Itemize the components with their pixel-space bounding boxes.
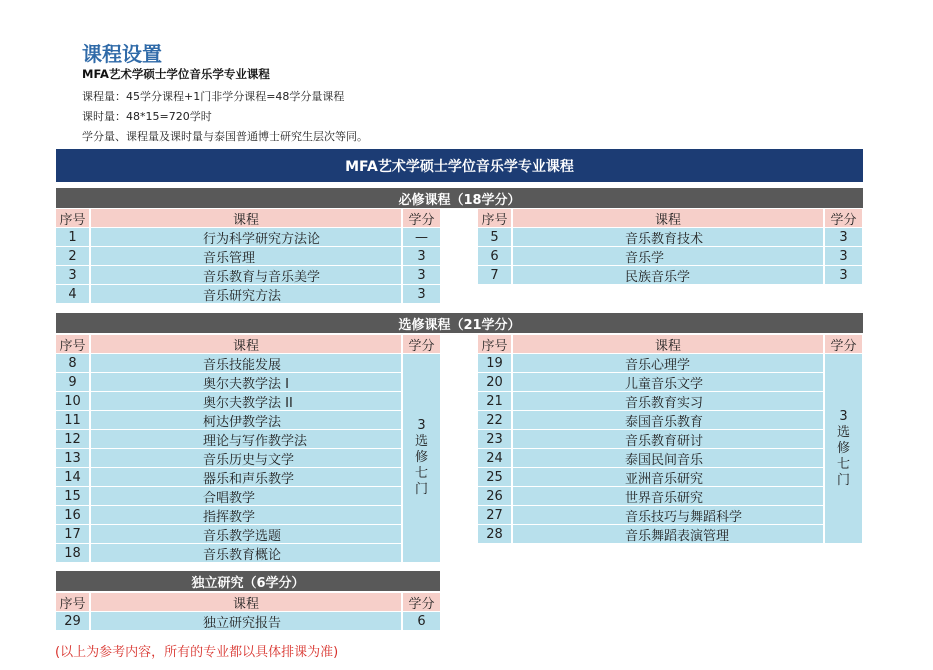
elective-credit-char: 门 — [414, 482, 428, 497]
course-number: 8 — [56, 354, 89, 372]
info-line-equivalence: 学分量、课程量及课时量与泰国普通博士研究生层次等同。 — [82, 130, 368, 143]
course-number: 21 — [478, 392, 511, 410]
course-name: 音乐研究方法 — [91, 285, 401, 303]
course-name: 音乐管理 — [91, 247, 401, 265]
table-row — [478, 247, 862, 266]
course-name: 奥尔夫教学法 II — [91, 392, 401, 410]
course-name: 世界音乐研究 — [513, 487, 823, 505]
course-number: 1 — [56, 228, 89, 246]
table-row — [56, 285, 440, 304]
elective-credit-char: 选 — [414, 434, 428, 449]
elective-section-bar: 选修课程（21学分） — [56, 313, 863, 333]
course-number: 16 — [56, 506, 89, 524]
course-number: 17 — [56, 525, 89, 543]
elective-credit-char: 七 — [414, 466, 428, 481]
course-number: 27 — [478, 506, 511, 524]
course-credit: 3 — [403, 247, 440, 265]
header-credit: 学分 — [825, 335, 862, 353]
course-number: 11 — [56, 411, 89, 429]
course-credit: — — [403, 228, 440, 246]
course-name: 音乐舞蹈表演管理 — [513, 525, 823, 543]
course-number: 12 — [56, 430, 89, 448]
course-name: 亚洲音乐研究 — [513, 468, 823, 486]
table-row — [56, 430, 440, 449]
course-name: 理论与写作教学法 — [91, 430, 401, 448]
course-name: 音乐教育研讨 — [513, 430, 823, 448]
table-header-row — [56, 593, 440, 612]
table-row — [56, 411, 440, 430]
course-name: 音乐学 — [513, 247, 823, 265]
table-row — [56, 354, 440, 373]
course-number: 18 — [56, 544, 89, 562]
header-no: 序号 — [478, 209, 511, 227]
elective-credit-number: 3 — [417, 418, 426, 433]
elective-credit-char: 选 — [836, 424, 850, 440]
table-row — [478, 430, 862, 449]
table-row — [56, 266, 440, 285]
course-credit: 3 — [825, 266, 862, 284]
table-row — [56, 228, 440, 247]
independent-section-bar: 独立研究（6学分） — [56, 571, 440, 591]
table-row — [478, 373, 862, 392]
course-number: 24 — [478, 449, 511, 467]
course-name: 音乐心理学 — [513, 354, 823, 372]
course-name: 柯达伊教学法 — [91, 411, 401, 429]
header-course: 课程 — [91, 209, 401, 227]
header-no: 序号 — [56, 593, 89, 611]
course-name: 器乐和声乐教学 — [91, 468, 401, 486]
table-row — [56, 247, 440, 266]
table-row — [56, 544, 440, 563]
course-number: 2 — [56, 247, 89, 265]
table-row — [478, 228, 862, 247]
table-row — [56, 392, 440, 411]
table-header-row — [56, 209, 440, 228]
header-course: 课程 — [91, 335, 401, 353]
page-title: 课程设置 — [82, 42, 162, 66]
header-credit: 学分 — [403, 593, 440, 611]
elective-credit-char: 七 — [836, 456, 850, 472]
course-name: 音乐教育技术 — [513, 228, 823, 246]
course-number: 13 — [56, 449, 89, 467]
course-name: 行为科学研究方法论 — [91, 228, 401, 246]
course-name: 音乐历史与文学 — [91, 449, 401, 467]
course-name: 独立研究报告 — [91, 612, 401, 630]
course-number: 4 — [56, 285, 89, 303]
header-course: 课程 — [513, 209, 823, 227]
header-no: 序号 — [56, 209, 89, 227]
course-number: 19 — [478, 354, 511, 372]
course-number: 3 — [56, 266, 89, 284]
course-number: 26 — [478, 487, 511, 505]
course-name: 泰国音乐教育 — [513, 411, 823, 429]
course-credit: 6 — [403, 612, 440, 630]
course-number: 5 — [478, 228, 511, 246]
course-number: 7 — [478, 266, 511, 284]
course-number: 14 — [56, 468, 89, 486]
table-row — [478, 506, 862, 525]
course-name: 指挥教学 — [91, 506, 401, 524]
course-name: 音乐技能发展 — [91, 354, 401, 372]
table-row — [478, 487, 862, 506]
course-number: 6 — [478, 247, 511, 265]
program-subtitle: MFA艺术学硕士学位音乐学专业课程 — [82, 67, 270, 81]
header-credit: 学分 — [403, 335, 440, 353]
footnote: (以上为参考内容，所有的专业都以具体排课为准) — [55, 645, 339, 660]
course-number: 15 — [56, 487, 89, 505]
table-row — [56, 449, 440, 468]
course-credit: 3 — [403, 266, 440, 284]
table-row — [478, 266, 862, 285]
program-banner: MFA艺术学硕士学位音乐学专业课程 — [56, 149, 863, 182]
info-line-course-load: 课程量：45学分课程+1门非学分课程=48学分量课程 — [82, 90, 345, 103]
course-name: 音乐教学选题 — [91, 525, 401, 543]
course-number: 10 — [56, 392, 89, 410]
course-name: 合唱教学 — [91, 487, 401, 505]
course-number: 28 — [478, 525, 511, 543]
header-course: 课程 — [513, 335, 823, 353]
table-row — [478, 525, 862, 544]
course-number: 9 — [56, 373, 89, 391]
table-header-row — [478, 335, 862, 354]
info-line-hours: 课时量：48*15=720学时 — [82, 110, 212, 123]
header-no: 序号 — [56, 335, 89, 353]
elective-credit-note — [403, 354, 440, 562]
course-name: 泰国民间音乐 — [513, 449, 823, 467]
required-section-bar: 必修课程（18学分） — [56, 188, 863, 208]
course-number: 25 — [478, 468, 511, 486]
course-credit: 3 — [825, 228, 862, 246]
course-name: 音乐教育与音乐美学 — [91, 266, 401, 284]
table-row — [478, 354, 862, 373]
elective-credit-char: 修 — [836, 440, 850, 456]
course-name: 民族音乐学 — [513, 266, 823, 284]
course-credit: 3 — [403, 285, 440, 303]
header-credit: 学分 — [403, 209, 440, 227]
table-row — [56, 525, 440, 544]
table-row — [478, 449, 862, 468]
table-row — [478, 392, 862, 411]
table-row — [478, 468, 862, 487]
course-number: 29 — [56, 612, 89, 630]
course-name: 音乐教育实习 — [513, 392, 823, 410]
course-number: 20 — [478, 373, 511, 391]
table-row — [56, 487, 440, 506]
table-header-row — [478, 209, 862, 228]
course-name: 音乐教育概论 — [91, 544, 401, 562]
table-header-row — [56, 335, 440, 354]
table-row — [56, 373, 440, 392]
elective-credit-note — [825, 354, 862, 543]
course-name: 奥尔夫教学法 I — [91, 373, 401, 391]
table-row — [56, 506, 440, 525]
table-row — [56, 612, 440, 631]
course-name: 儿童音乐文学 — [513, 373, 823, 391]
course-credit: 3 — [825, 247, 862, 265]
table-row — [478, 408, 862, 430]
elective-credit-char: 门 — [836, 472, 850, 488]
header-no: 序号 — [478, 335, 511, 353]
course-number: 22 — [478, 411, 511, 429]
elective-credit-char: 修 — [414, 450, 428, 465]
header-course: 课程 — [91, 593, 401, 611]
course-name: 音乐技巧与舞蹈科学 — [513, 506, 823, 524]
table-row — [56, 468, 440, 487]
elective-credit-number: 3 — [839, 408, 848, 424]
course-number: 23 — [478, 430, 511, 448]
header-credit: 学分 — [825, 209, 862, 227]
